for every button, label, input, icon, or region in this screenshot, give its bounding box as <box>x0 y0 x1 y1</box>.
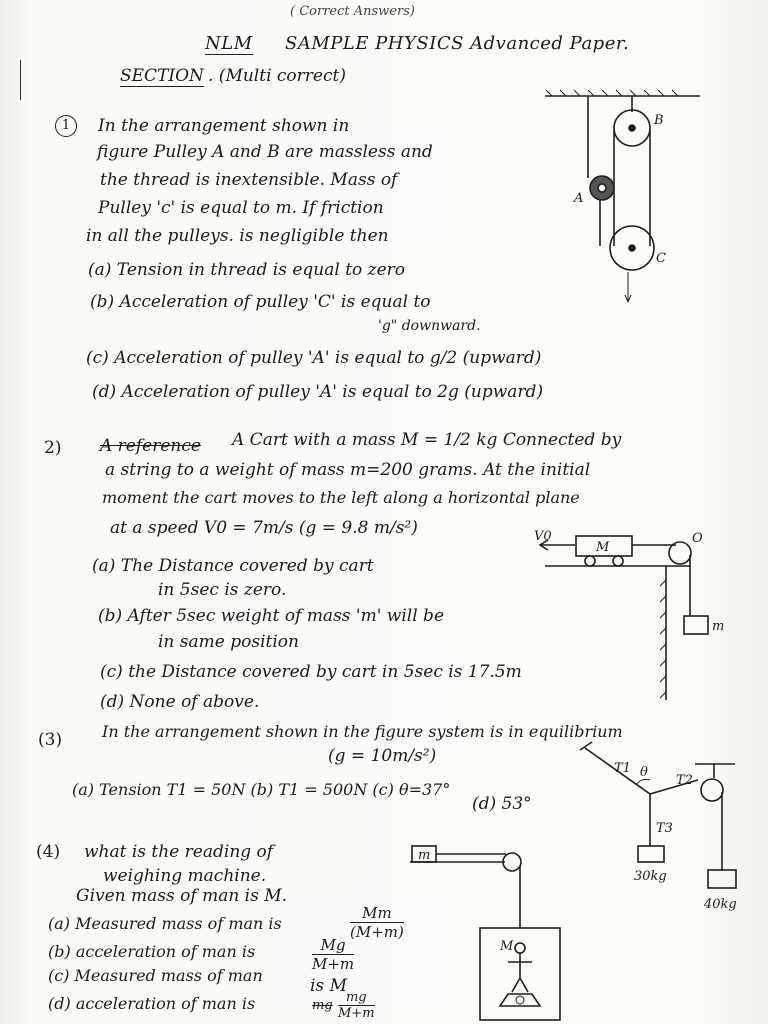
q4-option-b-denominator: M+m <box>312 955 355 973</box>
q4-stem-line-1: what is the reading of <box>84 842 274 862</box>
q3-given: (g = 10m/s²) <box>328 746 437 766</box>
label-cart-m: M <box>596 540 610 555</box>
label-30kg: 30kg <box>634 869 667 884</box>
label-pulley-c: C <box>656 251 666 266</box>
q4-option-d-numerator: mg <box>338 990 375 1006</box>
top-scrawl: ( Correct Answers) <box>290 4 415 19</box>
q2-stem-line-2: a string to a weight of mass m=200 grams. At the initial <box>105 460 591 480</box>
q3-equilibrium-figure <box>580 742 736 888</box>
man-leg-right <box>520 978 528 992</box>
label-40kg: 40kg <box>704 897 737 912</box>
label-block-m: m <box>418 848 431 863</box>
cart-wheel-left <box>585 556 595 566</box>
q2-struck-text: A reference <box>100 436 201 456</box>
q1-option-c: (c) Acceleration of pulley 'A' is equal to g/2 (upward) <box>86 348 542 368</box>
man-head <box>515 943 525 953</box>
label-t3: T3 <box>656 821 673 836</box>
section-type: . (Multi correct) <box>208 66 346 86</box>
label-t2: T2 <box>676 773 693 788</box>
page-title: SAMPLE PHYSICS Advanced Paper. <box>285 33 630 54</box>
theta-arc <box>636 779 650 785</box>
q4-option-d-denominator: M+m <box>338 1006 375 1021</box>
q1-number: 1 <box>55 115 77 137</box>
q4-stem-line-3: Given mass of man is M. <box>76 886 288 906</box>
table-pulley <box>669 542 691 564</box>
pulley-right <box>701 779 723 801</box>
label-v0: V0 <box>534 529 552 544</box>
q2-option-b: (b) After 5sec weight of mass 'm' will be <box>98 606 445 626</box>
label-pulley-a: A <box>574 191 584 206</box>
q2-number: 2) <box>44 438 62 458</box>
label-man-m: M <box>500 939 514 954</box>
q3-options-line: (a) Tension T1 = 50N (b) T1 = 500N (c) θ=37° <box>72 780 451 799</box>
q4-stem-line-2: weighing machine. <box>103 866 267 886</box>
mass-40kg-block <box>708 870 736 888</box>
table-hatch <box>660 580 666 698</box>
q1-stem-line-2: figure Pulley A and B are massless and <box>97 142 433 162</box>
q2-option-d: (d) None of above. <box>100 692 260 712</box>
q2-option-a-cont: in 5sec is zero. <box>158 580 287 600</box>
q1-option-b-cont: 'g" downward. <box>378 318 481 334</box>
hanging-mass <box>684 616 708 634</box>
q4-option-a-numerator: Mm <box>350 904 404 923</box>
title-nlm: NLM <box>205 33 253 54</box>
q4-option-c-cont: is M <box>310 976 347 996</box>
q4-lift-figure <box>410 846 560 1020</box>
q4-option-b: (b) acceleration of man is <box>48 942 256 961</box>
q4-option-d-struck: mg <box>312 998 333 1013</box>
lift-pulley <box>503 853 521 871</box>
mass-30kg-block <box>638 846 664 862</box>
q4-option-d: (d) acceleration of man is <box>48 994 256 1013</box>
q4-option-b-numerator: Mg <box>312 936 354 955</box>
q2-stem-line-1: A Cart with a mass M = 1/2 kg Connected by <box>232 430 622 450</box>
section-label: SECTION <box>120 66 204 86</box>
label-theta: θ <box>640 765 648 780</box>
q2-stem-line-4: at a speed V0 = 7m/s (g = 9.8 m/s²) <box>110 518 418 538</box>
q2-option-a: (a) The Distance covered by cart <box>92 556 374 576</box>
q1-option-a: (a) Tension in thread is equal to zero <box>88 260 406 280</box>
q3-option-d: (d) 53° <box>472 794 532 814</box>
q1-stem-line-4: Pulley 'c' is equal to m. If friction <box>98 198 384 218</box>
q4-option-a: (a) Measured mass of man is <box>48 914 282 933</box>
ceiling-hatch <box>546 90 678 96</box>
q4-option-c: (c) Measured mass of man <box>48 966 263 985</box>
q2-stem-line-3: moment the cart moves to the left along a horizontal plane <box>102 488 580 507</box>
q2-option-b-cont: in same position <box>158 632 299 652</box>
q3-stem: In the arrangement shown in the figure system is in equilibrium <box>102 722 623 741</box>
q4-number: (4) <box>36 842 61 862</box>
q1-stem-line-1: In the arrangement shown in <box>98 116 350 136</box>
q1-pulley-figure <box>545 90 700 302</box>
q1-stem-line-5: in all the pulleys. is negligible then <box>86 226 389 246</box>
q4-option-a-denominator: (M+m) <box>350 923 404 941</box>
label-pulley-o: O <box>692 531 703 546</box>
cart-wheel-right <box>613 556 623 566</box>
label-hanging-m: m <box>712 619 725 634</box>
q1-stem-line-3: the thread is inextensible. Mass of <box>100 170 398 190</box>
q3-number: (3) <box>38 730 63 750</box>
q1-option-b: (b) Acceleration of pulley 'C' is equal to <box>90 292 431 312</box>
q2-cart-figure <box>540 536 708 700</box>
label-pulley-b: B <box>654 113 664 128</box>
man-leg-left <box>512 978 520 992</box>
q2-option-c: (c) the Distance covered by cart in 5sec is 17.5m <box>100 662 522 682</box>
label-t1: T1 <box>614 761 631 776</box>
q1-option-d: (d) Acceleration of pulley 'A' is equal to 2g (upward) <box>92 382 544 402</box>
